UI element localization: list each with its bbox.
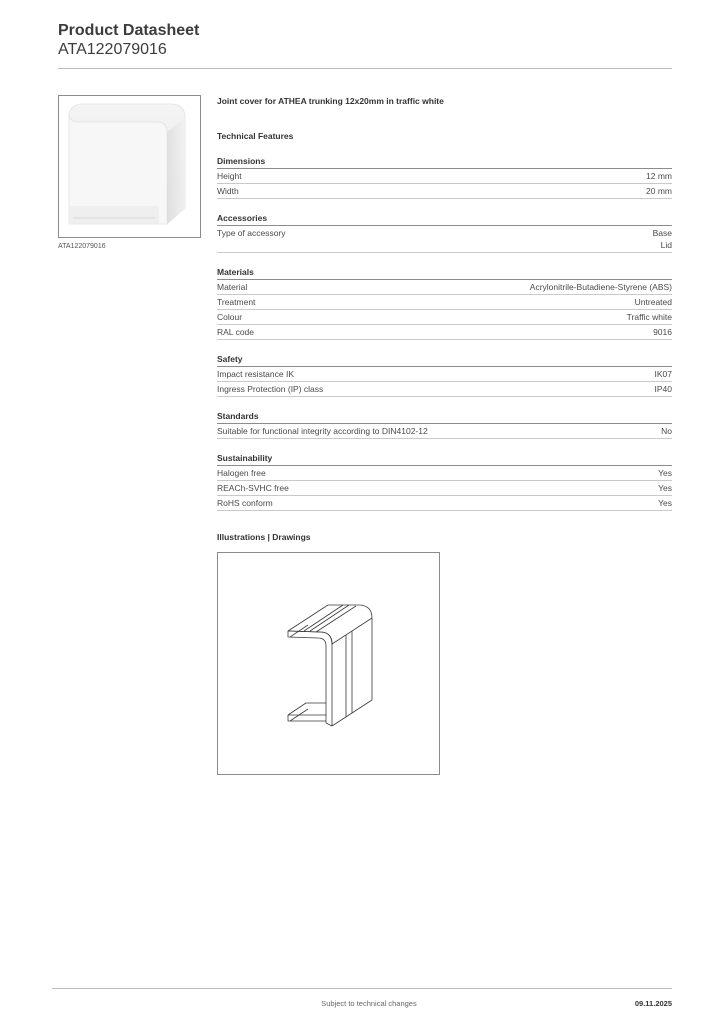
spec-label: Material: [217, 282, 248, 292]
spec-value: [661, 425, 672, 437]
illustrations-heading: Illustrations | Drawings: [217, 532, 311, 542]
spec-row: [217, 280, 672, 295]
spec-value-text: IK07: [654, 369, 672, 379]
spec-row: [217, 496, 672, 511]
section-accessories: [217, 213, 672, 253]
spec-value: [627, 311, 672, 323]
section-safety: [217, 354, 672, 397]
spec-value: [658, 482, 672, 494]
spec-value-text: Traffic white: [626, 312, 672, 322]
spec-row: [217, 367, 672, 382]
spec-label: Height: [217, 171, 242, 181]
spec-value-text: Base: [652, 228, 672, 238]
spec-label: RoHS conform: [217, 498, 273, 508]
spec-label: Type of accessory: [217, 228, 286, 238]
spec-row: [217, 184, 672, 199]
spec-row: [217, 310, 672, 325]
spec-value-text: No: [661, 426, 672, 436]
technical-drawing: [217, 552, 440, 775]
header-divider: [58, 68, 672, 69]
spec-row: [217, 226, 672, 253]
spec-value: [655, 368, 673, 380]
spec-value: [646, 170, 672, 182]
spec-value-text: Lid: [660, 240, 672, 250]
section-heading: Dimensions: [217, 156, 672, 169]
spec-value-text: 12 mm: [646, 171, 672, 181]
section-heading: Safety: [217, 354, 672, 367]
spec-label: Ingress Protection (IP) class: [217, 384, 324, 394]
spec-value: [658, 497, 672, 509]
section-sustainability: [217, 453, 672, 511]
spec-value-text: 20 mm: [646, 186, 672, 196]
photo-caption: ATA122079016: [58, 243, 106, 250]
document-header: [58, 21, 199, 59]
spec-value: [635, 296, 672, 308]
spec-label: Treatment: [217, 297, 256, 307]
section-materials: [217, 267, 672, 340]
spec-value: [646, 185, 672, 197]
product-code: ATA122079016: [58, 41, 167, 58]
spec-value: [658, 467, 672, 479]
product-description: Joint cover for ATHEA trunking 12x20mm in traffic white: [217, 96, 444, 106]
spec-value-text: Acrylonitrile-Butadiene-Styrene (ABS): [529, 282, 672, 292]
spec-value-text: Yes: [658, 498, 672, 508]
spec-label: Impact resistance IK: [217, 369, 295, 379]
spec-value-text: Yes: [658, 468, 672, 478]
spec-value: [653, 326, 672, 338]
section-standards: [217, 411, 672, 439]
spec-label: Suitable for functional integrity according to DIN4102-12: [217, 426, 428, 436]
spec-label: Colour: [217, 312, 243, 322]
section-heading: Standards: [217, 411, 672, 424]
spec-value: [655, 383, 673, 395]
spec-row: [217, 424, 672, 439]
spec-value-text: 9016: [653, 327, 672, 337]
spec-row: [217, 481, 672, 496]
spec-value: [530, 281, 672, 293]
spec-row: [217, 295, 672, 310]
spec-row: [217, 169, 672, 184]
footer-date: 09.11.2025: [634, 999, 672, 1008]
document-title: Product Datasheet: [58, 22, 200, 39]
spec-value-text: Untreated: [634, 297, 672, 307]
spec-row: [217, 325, 672, 340]
spec-label: Width: [217, 186, 239, 196]
spec-label: Halogen free: [217, 468, 266, 478]
section-heading: Sustainability: [217, 453, 672, 466]
joint-cover-line-drawing: [218, 553, 439, 774]
section-heading: Materials: [217, 267, 672, 280]
spec-label: REACh-SVHC free: [217, 483, 289, 493]
footer-note: Subject to technical changes: [321, 999, 417, 1008]
spec-value: [653, 227, 672, 251]
section-heading: Accessories: [217, 213, 672, 226]
spec-value-text: Yes: [658, 483, 672, 493]
technical-features-heading: Technical Features: [217, 131, 294, 141]
section-dimensions: [217, 156, 672, 199]
spec-row: [217, 466, 672, 481]
joint-cover-photo: [59, 96, 200, 237]
product-photo: [58, 95, 201, 238]
spec-label: RAL code: [217, 327, 255, 337]
spec-row: [217, 382, 672, 397]
technical-content: [217, 95, 672, 775]
spec-value-text: IP40: [654, 384, 672, 394]
footer-divider: [52, 988, 672, 989]
